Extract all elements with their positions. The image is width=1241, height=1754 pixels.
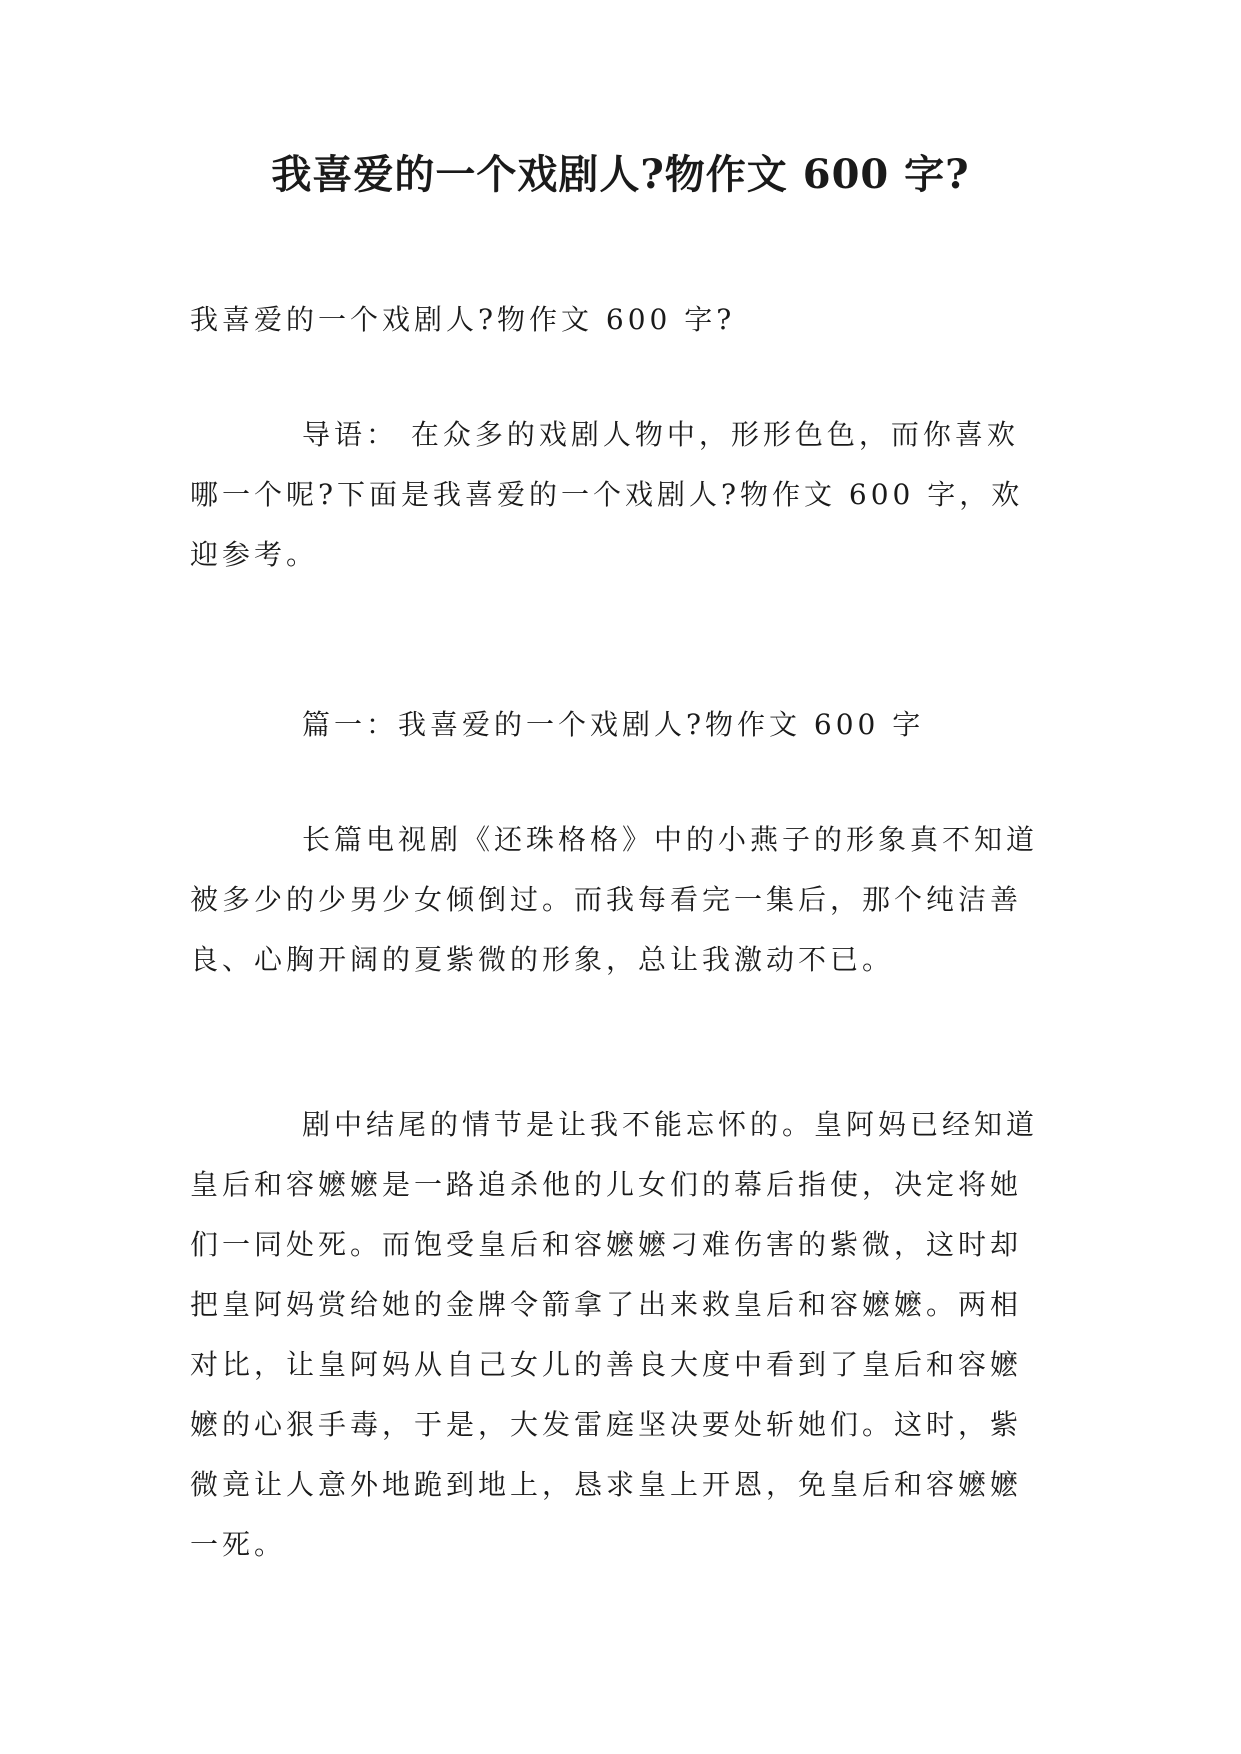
document-subtitle: 我喜爱的一个戏剧人?物作文 600 字? [190,303,736,336]
body-paragraph: 剧中结尾的情节是让我不能忘怀的。皇阿妈已经知道皇后和容嬷嬷是一路追杀他的儿女们的幕后指使，决定将她们一同处死。而饱受皇后和容嬷嬷刁难伤害的紫微，这时却把皇阿妈赏给她的金牌令箭拿了出来救皇后和容嬷嬷。两相对比，让皇阿妈从自己女儿的善良大度中看到了皇后和容嬷嬷的心狠手毒，于是，大发雷庭坚决要处斩她们。这时，紫微竟让人意外地跪到地上，恳求皇上开恩，免皇后和容嬷嬷一死。 [190,1108,1039,1561]
section-heading: 篇一：我喜爱的一个戏剧人?物作文 600 字 [302,708,925,741]
intro-paragraph: 导语： 在众多的戏剧人物中，形形色色，而你喜欢哪一个呢?下面是我喜爱的一个戏剧人?物作文 600 字，欢迎参考。 [190,418,1024,571]
document-title: 我喜爱的一个戏剧人?物作文 600 字? [271,151,970,198]
body-paragraph: 长篇电视剧《还珠格格》中的小燕子的形象真不知道被多少的少男少女倾倒过。而我每看完一集后，那个纯洁善良、心胸开阔的夏紫微的形象，总让我激动不已。 [190,823,1039,976]
